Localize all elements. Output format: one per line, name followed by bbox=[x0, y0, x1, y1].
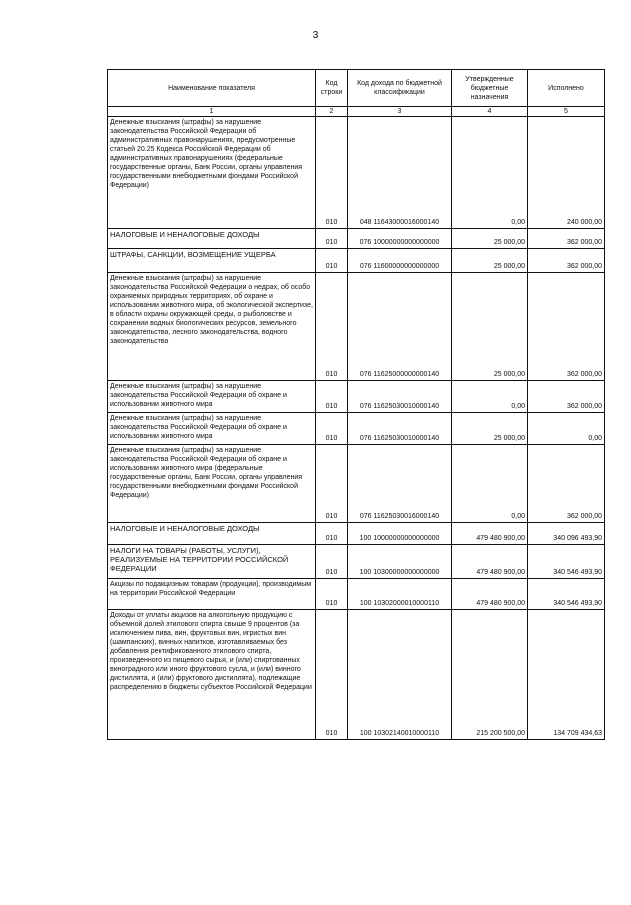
row-code: 010 bbox=[316, 523, 348, 545]
table-row bbox=[108, 117, 605, 229]
row-approved: 0,00 bbox=[452, 381, 528, 413]
header-row bbox=[108, 70, 605, 107]
table-row bbox=[108, 273, 605, 381]
table-row bbox=[108, 523, 605, 545]
row-name: Доходы от уплаты акцизов на алкогольную продукцию с объемной долей этилового спирта свыше 9 процентов (за исключением пива, вин, фруктовых вин, игристых вин (шампанских), винных напитков, изготавливаемых без добавления ректификованного этилового спирта, произведенного из пищевого сырья, и (или) спиртованных виноградного или иного фруктового сусла, и (или) винного дистиллята, и (или) фруктового дистиллята), подлежащие распределению в бюджеты субъектов Российской Федерации bbox=[108, 610, 316, 740]
row-approved: 25 000,00 bbox=[452, 249, 528, 273]
row-kbk: 048 11643000016000140 bbox=[348, 117, 452, 229]
row-executed: 362 000,00 bbox=[528, 249, 605, 273]
row-executed: 134 709 434,63 bbox=[528, 610, 605, 740]
row-executed: 340 096 493,90 bbox=[528, 523, 605, 545]
row-kbk: 076 11625030010000140 bbox=[348, 381, 452, 413]
row-approved: 479 480 900,00 bbox=[452, 545, 528, 579]
row-approved: 25 000,00 bbox=[452, 413, 528, 445]
row-name: НАЛОГОВЫЕ И НЕНАЛОГОВЫЕ ДОХОДЫ bbox=[108, 229, 316, 249]
header-executed: Исполнено bbox=[528, 70, 605, 107]
table-row bbox=[108, 579, 605, 610]
row-kbk: 100 10000000000000000 bbox=[348, 523, 452, 545]
row-name: НАЛОГОВЫЕ И НЕНАЛОГОВЫЕ ДОХОДЫ bbox=[108, 523, 316, 545]
table-row bbox=[108, 545, 605, 579]
row-approved: 25 000,00 bbox=[452, 229, 528, 249]
row-code: 010 bbox=[316, 545, 348, 579]
row-code: 010 bbox=[316, 249, 348, 273]
row-name: Денежные взыскания (штрафы) за нарушение законодательства Российской Федерации об административных правонарушениях, предусмотренные статьей 20.25 Кодекса Российской Федерации об административных правонарушениях (федеральные государственные органы, Банк России, органы управления государственными внебюджетными фондами Российской Федерации) bbox=[108, 117, 316, 229]
row-name: Денежные взыскания (штрафы) за нарушение законодательства Российской Федерации об охране и использовании животного мира bbox=[108, 381, 316, 413]
row-code: 010 bbox=[316, 273, 348, 381]
table-row bbox=[108, 229, 605, 249]
row-kbk: 076 11600000000000000 bbox=[348, 249, 452, 273]
row-code: 010 bbox=[316, 610, 348, 740]
row-executed: 340 546 493,90 bbox=[528, 579, 605, 610]
column-number: 4 bbox=[452, 107, 528, 117]
row-kbk: 076 11625000000000140 bbox=[348, 273, 452, 381]
row-executed: 0,00 bbox=[528, 413, 605, 445]
table-row bbox=[108, 381, 605, 413]
row-name: ШТРАФЫ, САНКЦИИ, ВОЗМЕЩЕНИЕ УЩЕРБА bbox=[108, 249, 316, 273]
row-code: 010 bbox=[316, 445, 348, 523]
row-kbk: 076 11625030016000140 bbox=[348, 445, 452, 523]
row-code: 010 bbox=[316, 229, 348, 249]
row-name: Денежные взыскания (штрафы) за нарушение законодательства Российской Федерации о недрах, об особо охраняемых природных территориях, об охране и использовании животного мира, об экологической экспертизе, в области охраны окружающей среды, о рыболовстве и сохранении водных биологических ресурсов, земельного законодательства, лесного законодательства, водного законодательства bbox=[108, 273, 316, 381]
page-number: 3 bbox=[312, 30, 319, 41]
row-code: 010 bbox=[316, 117, 348, 229]
row-code: 010 bbox=[316, 381, 348, 413]
row-kbk: 100 10302140010000110 bbox=[348, 610, 452, 740]
row-approved: 479 480 900,00 bbox=[452, 579, 528, 610]
column-number: 1 bbox=[108, 107, 316, 117]
row-name: Денежные взыскания (штрафы) за нарушение законодательства Российской Федерации об охране и использовании животного мира bbox=[108, 413, 316, 445]
table-row bbox=[108, 413, 605, 445]
row-approved: 479 480 900,00 bbox=[452, 523, 528, 545]
column-number: 5 bbox=[528, 107, 605, 117]
row-executed: 362 000,00 bbox=[528, 381, 605, 413]
header-kbk: Код дохода по бюджетной классификации bbox=[348, 70, 452, 107]
row-kbk: 076 11625030010000140 bbox=[348, 413, 452, 445]
row-kbk: 100 10302000010000110 bbox=[348, 579, 452, 610]
row-name: Акцизы по подакцизным товарам (продукции), производимым на территории Российской Федерации bbox=[108, 579, 316, 610]
row-code: 010 bbox=[316, 579, 348, 610]
header-code: Код строки bbox=[316, 70, 348, 107]
row-kbk: 076 10000000000000000 bbox=[348, 229, 452, 249]
column-number: 3 bbox=[348, 107, 452, 117]
row-executed: 340 546 493,90 bbox=[528, 545, 605, 579]
row-approved: 0,00 bbox=[452, 117, 528, 229]
row-executed: 362 000,00 bbox=[528, 273, 605, 381]
column-number: 2 bbox=[316, 107, 348, 117]
row-executed: 240 000,00 bbox=[528, 117, 605, 229]
row-approved: 215 200 500,00 bbox=[452, 610, 528, 740]
table-row bbox=[108, 445, 605, 523]
row-executed: 362 000,00 bbox=[528, 445, 605, 523]
row-executed: 362 000,00 bbox=[528, 229, 605, 249]
header-approved: Утвержденные бюджетные назначения bbox=[452, 70, 528, 107]
header-name: Наименование показателя bbox=[108, 70, 316, 107]
row-name: НАЛОГИ НА ТОВАРЫ (РАБОТЫ, УСЛУГИ), РЕАЛИЗУЕМЫЕ НА ТЕРРИТОРИИ РОССИЙСКОЙ ФЕДЕРАЦИИ bbox=[108, 545, 316, 579]
row-kbk: 100 10300000000000000 bbox=[348, 545, 452, 579]
row-name: Денежные взыскания (штрафы) за нарушение законодательства Российской Федерации об охране и использовании животного мира (федеральные государственные органы, Банк России, органы управления государственными внебюджетными фондами Российской Федерации) bbox=[108, 445, 316, 523]
budget-execution-table bbox=[107, 69, 605, 740]
row-approved: 0,00 bbox=[452, 445, 528, 523]
column-numbers-row bbox=[108, 107, 605, 117]
row-code: 010 bbox=[316, 413, 348, 445]
table-row bbox=[108, 249, 605, 273]
table-row bbox=[108, 610, 605, 740]
row-approved: 25 000,00 bbox=[452, 273, 528, 381]
